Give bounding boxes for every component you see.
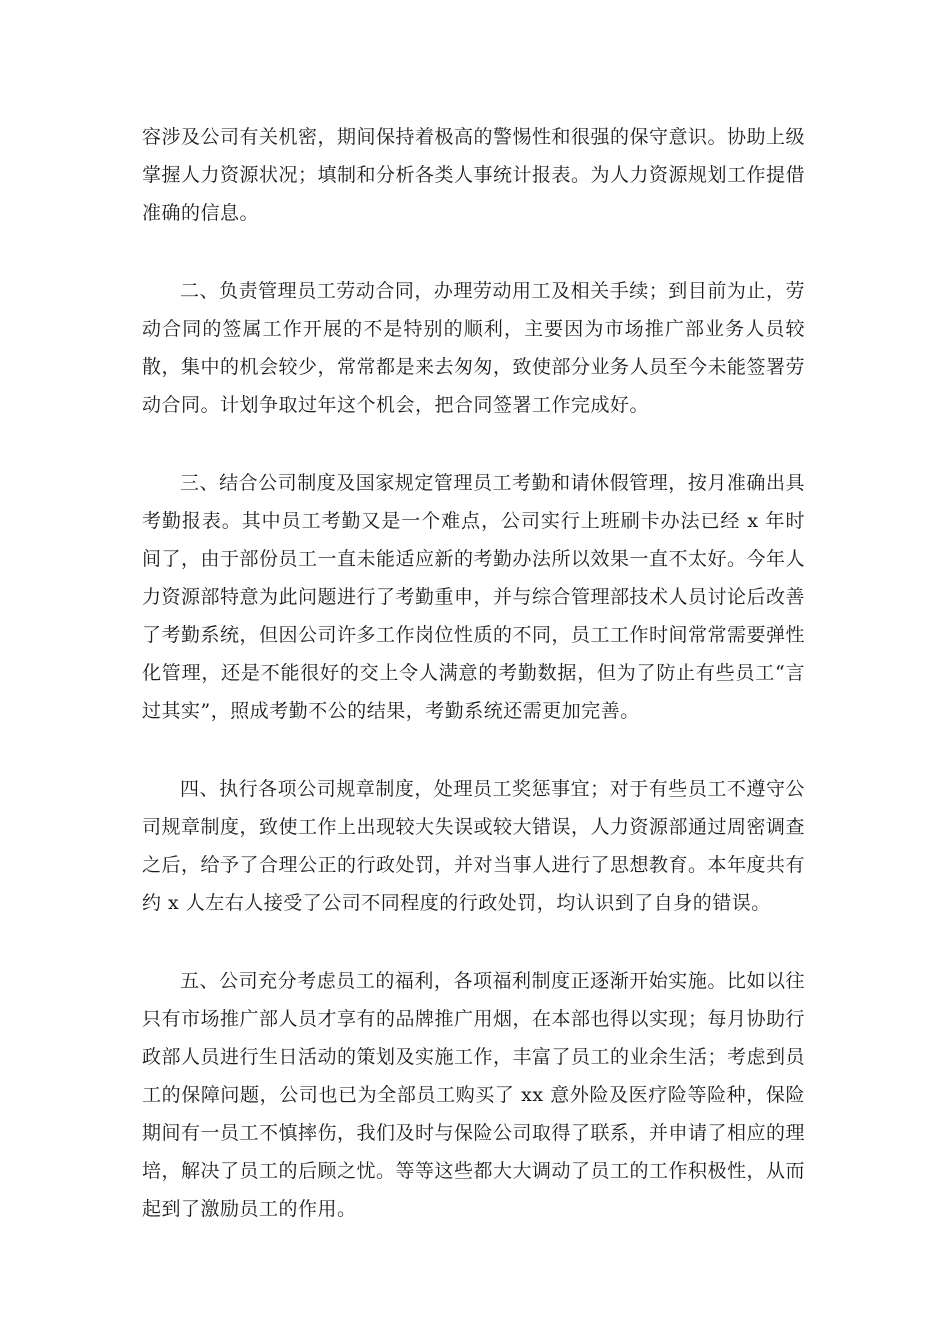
- paragraph-labor-contracts: 二、负责管理员工劳动合同，办理劳动用工及相关手续；到目前为止，劳动合同的签属工作开展的不是特别的顺利，主要因为市场推广部业务人员较散，集中的机会较少，常常都是来去匆匆，致使部分业务人员至今未能签署劳动合同。计划争取过年这个机会，把合同签署工作完成好。: [142, 280, 806, 416]
- paragraph-continuation: 容涉及公司有关机密，期间保持着极高的警惕性和很强的保守意识。协助上级掌握人力资源状况；填制和分析各类人事统计报表。为人力资源规划工作提借准确的信息。: [142, 126, 806, 224]
- document-body: [142, 118, 805, 1268]
- paragraph-welfare: 五、公司充分考虑员工的福利，各项福利制度正逐渐开始实施。比如以往只有市场推广部人员才享有的品牌推广用烟，在本部也得以实现；每月协助行政部人员进行生日活动的策划及实施工作，丰富了员工的业余生活；考虑到员工的保障问题，公司也已为全部员工购买了 xx 意外险及医疗险等险种，保险期间有一员工不慎摔伤，我们及时与保险公司取得了联系，并申请了相应的理培，解决了员工的后顾之忧。等等这些都大大调动了员工的工作积极性，从而起到了激励员工的作用。: [142, 970, 806, 1220]
- paragraph-attendance: 三、结合公司制度及国家规定管理员工考勤和请休假管理，按月准确出具考勤报表。其中员工考勤又是一个难点，公司实行上班刷卡办法已经 x 年时间了，由于部份员工一直未能适应新的考勤办法所以效果一直不太好。今年人力资源部特意为此问题进行了考勤重申，并与综合管理部技术人员讨论后改善了考勤系统，但因公司许多工作岗位性质的不同，员工工作时间常常需要弹性化管理，还是不能很好的交上令人满意的考勤数据，但为了防止有些员工“言过其实”，照成考勤不公的结果，考勤系统还需更加完善。: [142, 472, 806, 722]
- paragraph-rules-discipline: 四、执行各项公司规章制度，处理员工奖惩事宜；对于有些员工不遵守公司规章制度，致使工作上出现较大失误或较大错误，人力资源部通过周密调查之后，给予了合理公正的行政处罚，并对当事人进行了思想教育。本年度共有约 x 人左右人接受了公司不同程度的行政处罚，均认识到了自身的错误。: [142, 778, 806, 914]
